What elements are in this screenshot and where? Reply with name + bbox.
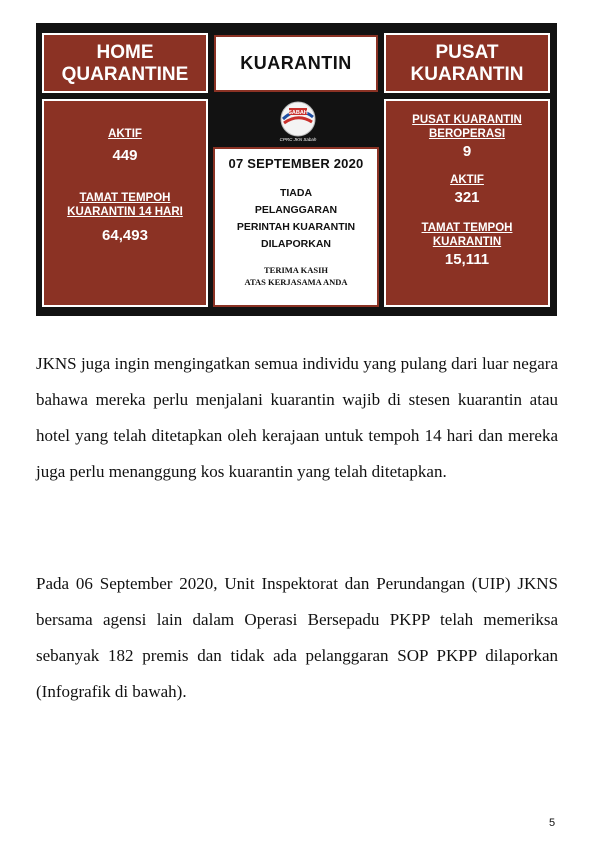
pusat-kuarantin-title <box>384 33 550 93</box>
announcement-date: 07 SEPTEMBER 2020 <box>228 156 364 171</box>
message-line1: TIADA <box>279 187 313 199</box>
home-quarantine-panel <box>42 99 208 307</box>
quarantine-infographic <box>36 23 557 316</box>
thanks-line2: ATAS KERJASAMA ANDA <box>244 277 348 287</box>
home-tamat-value: 64,493 <box>102 227 148 244</box>
pusat-beroperasi-value: 9 <box>462 143 472 160</box>
page-number: 5 <box>549 817 556 829</box>
pusat-beroperasi-label-line2: BEROPERASI <box>428 128 506 140</box>
home-aktif-value: 449 <box>112 147 138 164</box>
home-quarantine-title-line2: QUARANTINE <box>61 64 189 85</box>
logo-text: SABAH <box>288 110 308 116</box>
home-quarantine-title-line1: HOME <box>96 42 154 63</box>
pusat-title-line2: KUARANTIN <box>410 64 524 85</box>
paragraph-inspection: Pada 06 September 2020, Unit Inspektorat dan Perundangan (UIP) JKNS bersama agensi lain dalam Operasi Bersepadu PKPP telah memeriksa sebanyak 182 premis dan tidak ada pelanggaran SOP PKPP dilaporkan (Infografik di bawah). <box>36 574 558 701</box>
home-aktif-label: AKTIF <box>108 128 142 140</box>
paragraph-reminder: JKNS juga ingin mengingatkan semua individu yang pulang dari luar negara bahawa mereka perlu menjalani kuarantin wajib di stesen kuarantin atau hotel yang telah ditetapkan oleh kerajaan untuk tempoh 14 hari dan mereka juga perlu menanggung kos kuarantin yang telah ditetapkan. <box>36 354 558 481</box>
thank-you-note <box>215 264 377 288</box>
thanks-line1: TERIMA KASIH <box>264 265 328 275</box>
kuarantin-title: KUARANTIN <box>214 35 378 92</box>
logo-subtext: CPRC JKN Sabah <box>279 137 317 142</box>
message-line4: DILAPORKAN <box>261 238 331 250</box>
home-quarantine-title <box>42 33 208 93</box>
announcement-message <box>215 185 377 253</box>
home-tamat-label-line2: KUARANTIN 14 HARI <box>67 206 183 218</box>
pusat-aktif-label: AKTIF <box>450 174 484 186</box>
pusat-tamat-label-line1: TAMAT TEMPOH <box>421 222 513 234</box>
pusat-tamat-value: 15,111 <box>444 251 490 268</box>
pusat-kuarantin-panel <box>384 99 550 307</box>
message-line2: PELANGGARAN <box>254 204 338 216</box>
pusat-tamat-label-line2: KUARANTIN <box>432 236 502 248</box>
center-announcement-card <box>213 147 379 307</box>
home-tamat-label-line1: TAMAT TEMPOH <box>79 192 171 204</box>
pusat-aktif-value: 321 <box>454 189 480 206</box>
cprc-sabah-logo <box>275 99 321 143</box>
pusat-title-line1: PUSAT <box>435 42 499 63</box>
message-line3: PERINTAH KUARANTIN <box>236 221 356 233</box>
pusat-beroperasi-label-line1: PUSAT KUARANTIN <box>412 114 522 126</box>
